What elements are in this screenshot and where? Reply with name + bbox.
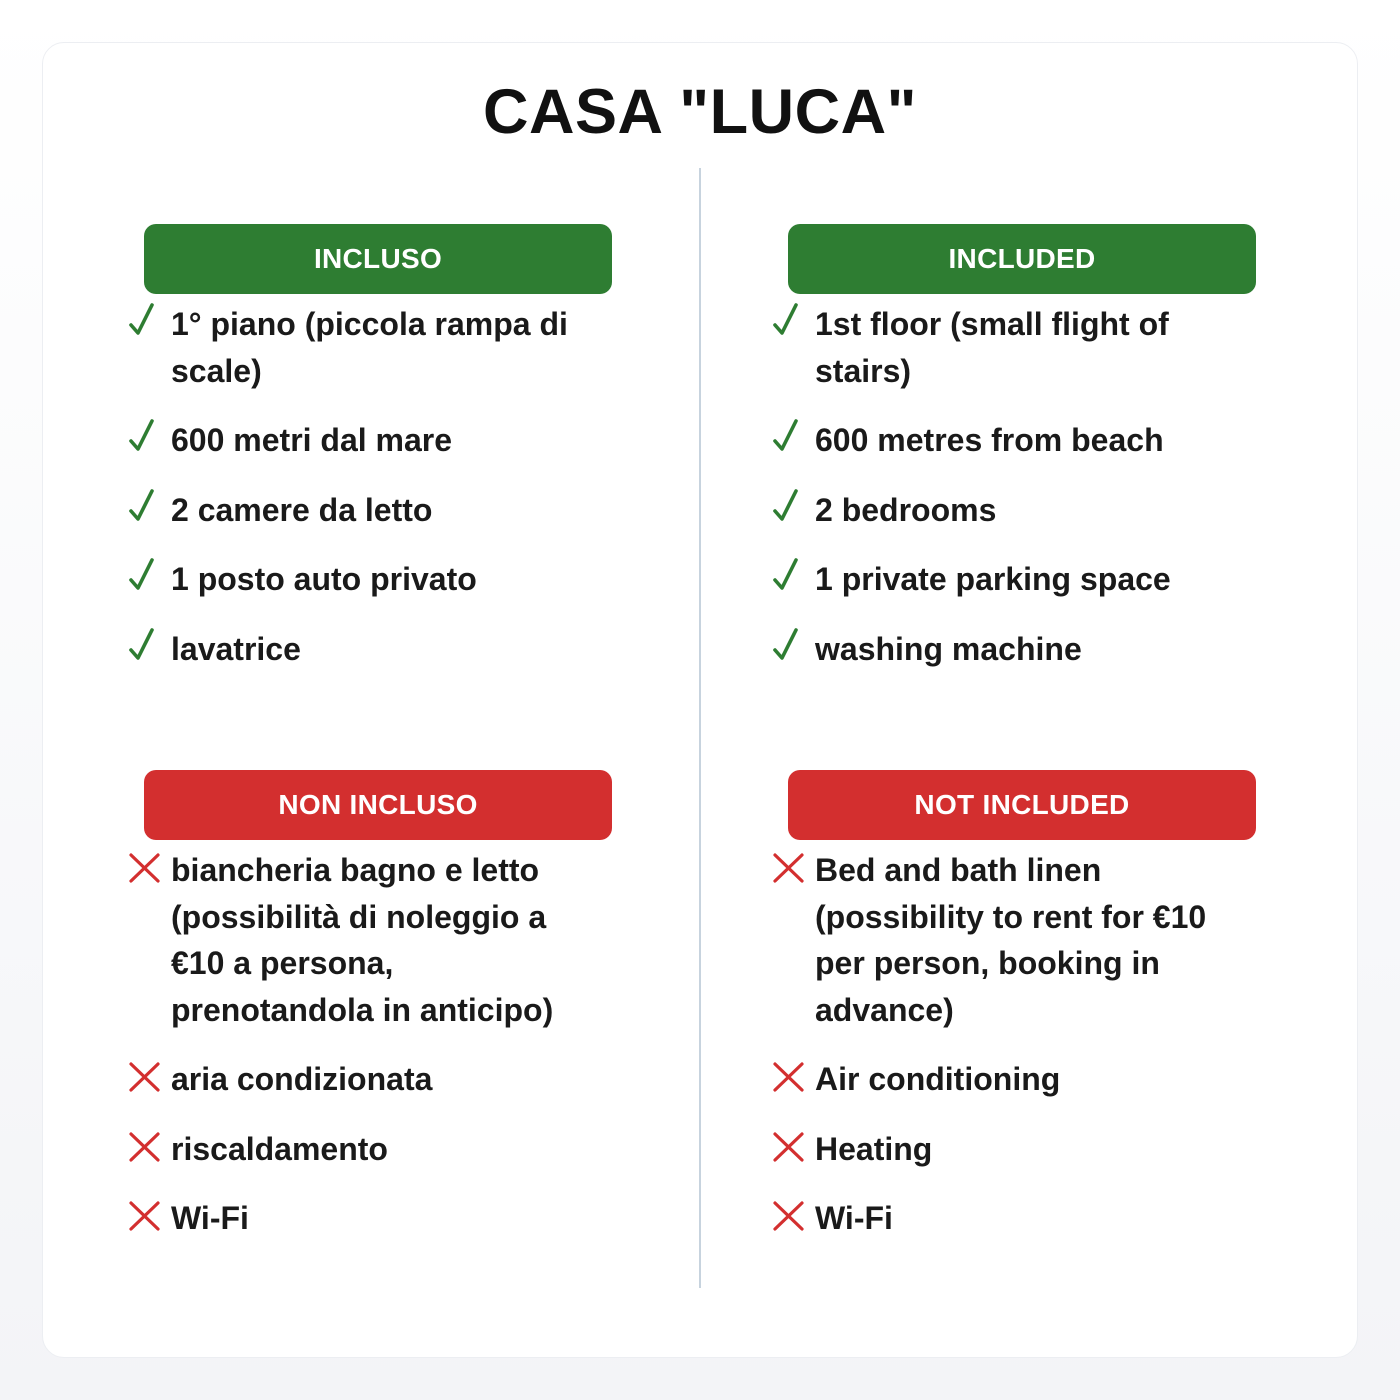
cross-icon [128, 847, 162, 893]
list-item [772, 301, 1235, 394]
item-text: riscaldamento [171, 1130, 388, 1167]
item-text: biancheria bagno e letto (possibilità di noleggio a €10 a persona, prenotandola in anticipo) [171, 852, 554, 1028]
cross-icon [772, 1126, 806, 1172]
not-included-header-en: NOT INCLUDED [788, 770, 1256, 840]
list-item [128, 1195, 601, 1242]
cross-icon [772, 1195, 806, 1241]
item-text: 600 metres from beach [815, 422, 1164, 458]
cross-icon [772, 1056, 806, 1102]
list-item [128, 301, 601, 394]
list-item [128, 1126, 601, 1173]
item-text: 1° piano (piccola rampa di scale) [171, 306, 568, 389]
list-item [128, 417, 601, 464]
item-text: 2 bedrooms [815, 491, 997, 528]
check-icon [128, 417, 162, 463]
check-icon [128, 487, 162, 533]
check-icon [128, 626, 162, 672]
list-item [772, 626, 1235, 673]
check-icon [128, 556, 162, 602]
check-icon [772, 556, 806, 602]
italian-column [128, 224, 648, 1236]
cross-icon [128, 1195, 162, 1241]
included-list-en [772, 301, 1292, 672]
list-item [128, 847, 601, 1033]
list-item [128, 1056, 601, 1103]
list-item [772, 1056, 1235, 1103]
item-text: 600 metri dal mare [171, 422, 453, 458]
item-text: 2 camere da letto [171, 491, 433, 528]
page-title: CASA "LUCA" [483, 77, 917, 147]
item-text: Heating [815, 1130, 933, 1167]
check-icon [772, 626, 806, 672]
item-text: washing machine [815, 630, 1082, 667]
list-item [128, 556, 601, 603]
item-text: 1 posto auto privato [171, 561, 477, 597]
check-icon [128, 301, 162, 347]
list-item [128, 626, 601, 673]
item-text: Bed and bath linen (possibility to rent for €10 per person, booking in advance) [815, 852, 1207, 1028]
column-divider [699, 168, 701, 1288]
not-included-section-it [128, 770, 612, 1265]
list-item [772, 847, 1235, 1033]
item-text: Air conditioning [815, 1061, 1061, 1097]
item-text: 1st floor (small flight of stairs) [815, 306, 1169, 389]
check-icon [772, 301, 806, 347]
cross-icon [128, 1056, 162, 1102]
list-item [772, 417, 1235, 464]
item-text: Wi-Fi [171, 1200, 249, 1236]
included-header-it: INCLUSO [144, 224, 612, 294]
item-text: 1 private parking space [815, 561, 1171, 597]
list-item [128, 487, 601, 534]
cross-icon [772, 847, 806, 893]
list-item [772, 1195, 1235, 1242]
item-text: lavatrice [171, 630, 301, 667]
check-icon [772, 417, 806, 463]
english-column [772, 224, 1292, 1236]
check-icon [772, 487, 806, 533]
item-text: aria condizionata [171, 1061, 433, 1097]
included-list-it [128, 301, 648, 672]
not-included-section-en [772, 770, 1256, 1265]
list-item [772, 487, 1235, 534]
cross-icon [128, 1126, 162, 1172]
included-header-en: INCLUDED [788, 224, 1256, 294]
list-item [772, 556, 1235, 603]
not-included-list-en [772, 847, 1256, 1242]
not-included-list-it [128, 847, 612, 1242]
list-item [772, 1126, 1235, 1173]
item-text: Wi-Fi [815, 1200, 893, 1236]
not-included-header-it: NON INCLUSO [144, 770, 612, 840]
